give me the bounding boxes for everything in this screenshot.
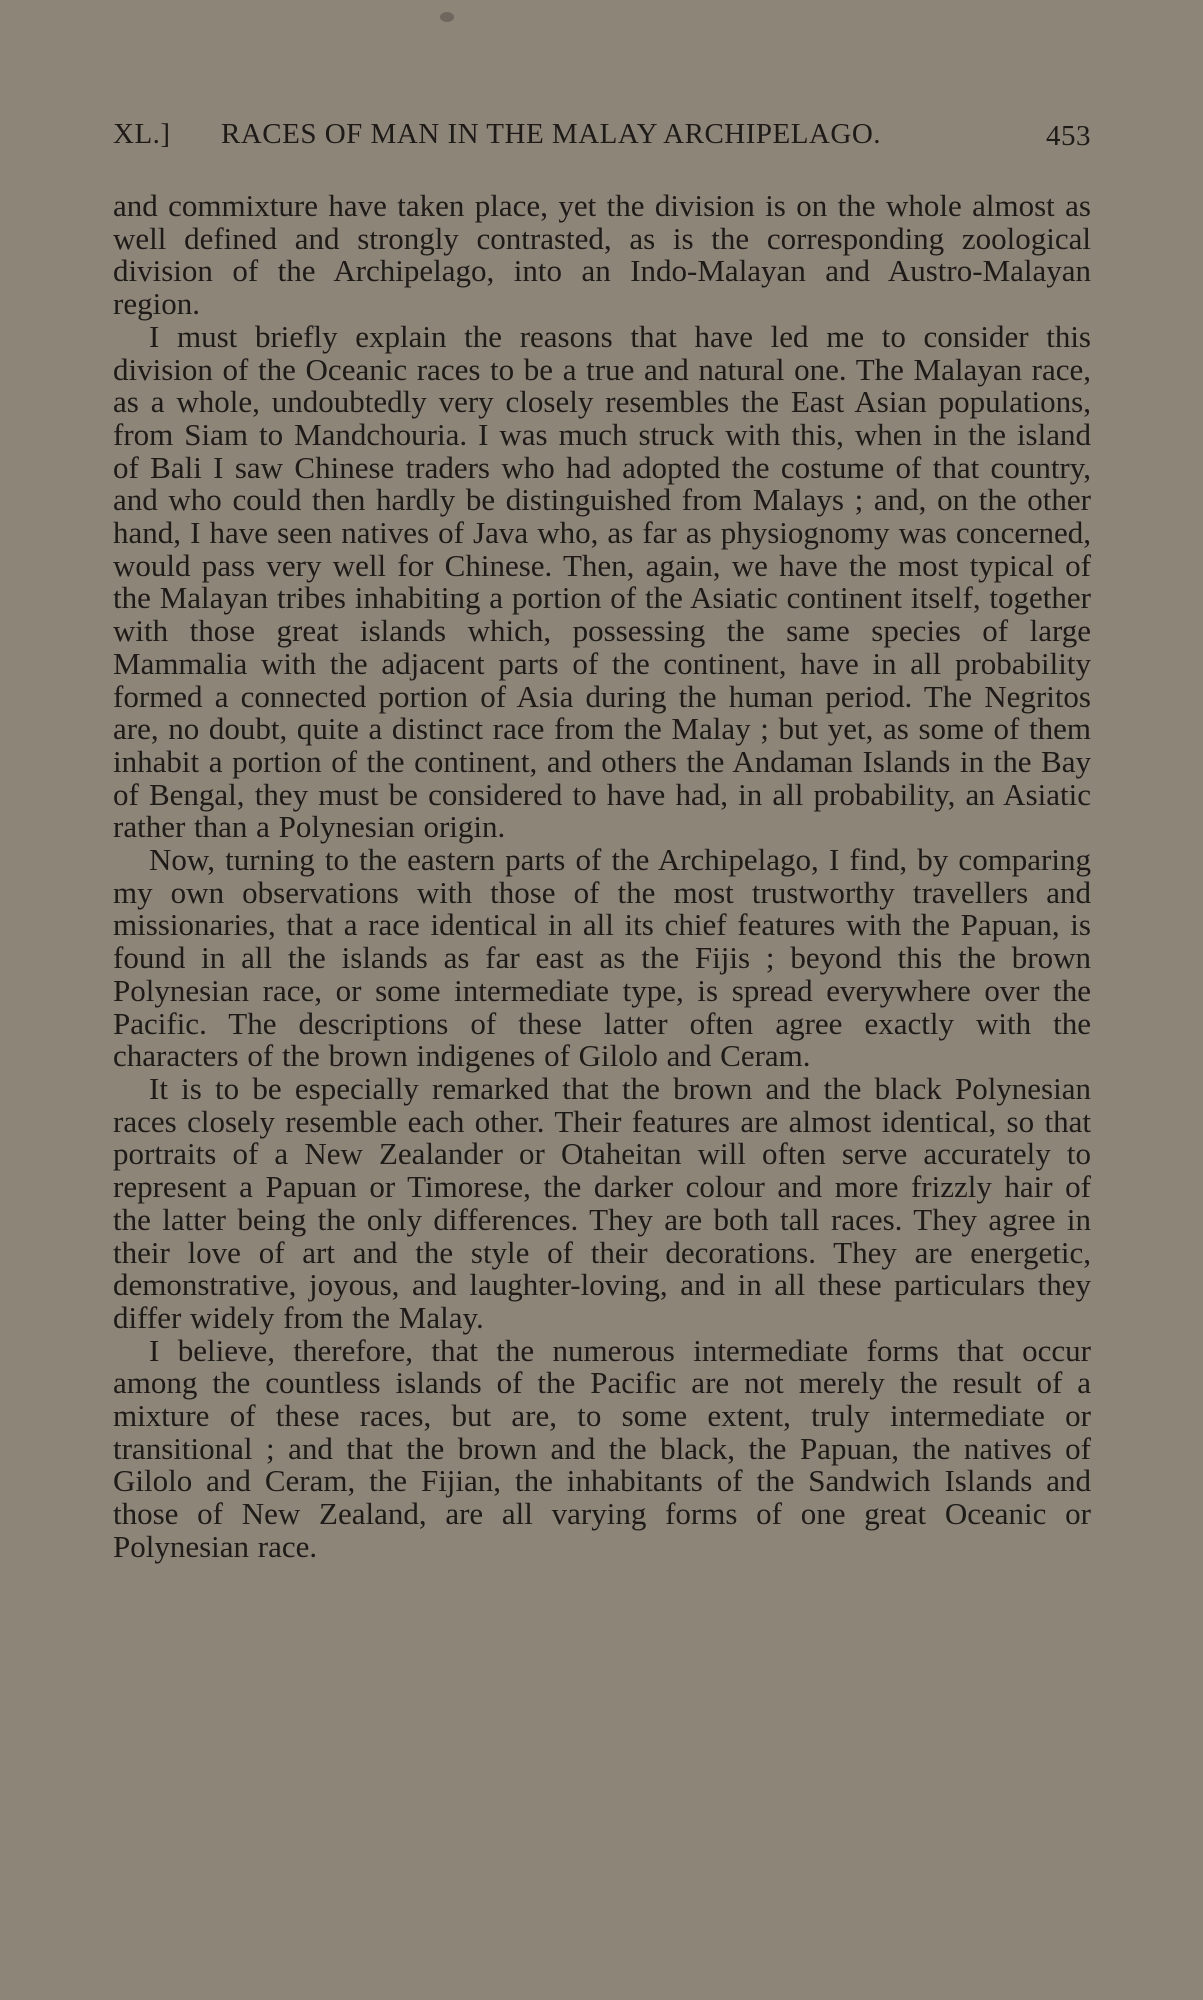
paragraph: Now, turning to the eastern parts of the Archipelago, I find, by comparing my own observations with those of the most trustworthy travellers and missionaries, that a race identical in all its chief features with the Papuan, is found in all the islands as far east as the Fijis ; beyond this the brown Polynesian race, or some intermediate type, is spread everywhere over the Pacific. The descriptions of these latter often agree exactly with the characters of the brown indigenes of Gilolo and Ceram. [113,842,1091,1074]
running-head [113,118,1091,158]
paper-speck [440,12,454,22]
page-number: 453 [1046,120,1091,152]
paragraph: It is to be especially remarked that the brown and the black Polynesian races closely resemble each other. Their features are almost identical, so that portraits of a New Zealander or Otaheitan will often serve accurately to represent a Papuan or Timorese, the darker colour and more frizzly hair of the latter being the only differences. They are both tall races. They agree in their love of art and the style of their decorations. They are energetic, demonstrative, joyous, and laughter-loving, and in all these particulars they differ widely from the Malay. [113,1070,1091,1335]
body-text [113,190,1091,1564]
running-title: RACES OF MAN IN THE MALAY ARCHIPELAGO. [221,118,882,150]
paragraph: I believe, therefore, that the numerous intermediate forms that occur among the countless islands of the Pacific are not merely the result of a mixture of these races, but are, to some extent, truly intermediate or transitional ; and that the brown and the black, the Papuan, the natives of Gilolo and Ceram, the Fijian, the inhabitants of the Sandwich Islands and those of New Zealand, are all varying forms of one great Oceanic or Polynesian race. [113,1332,1091,1564]
chapter-label: XL.] [113,118,171,150]
paragraph: I must briefly explain the reasons that have led me to consider this division of the Oceanic races to be a true and natural one. The Malayan race, as a whole, undoubtedly very closely resembles the East Asian populations, from Siam to Mandchouria. I was much struck with this, when in the island of Bali I saw Chinese traders who had adopted the costume of that country, and who could then hardly be distinguished from Malays ; and, on the other hand, I have seen natives of Java who, as far as physiognomy was concerned, would pass very well for Chinese. Then, again, we have the most typical of the Malayan tribes inhabiting a portion of the Asiatic continent itself, together with those great islands which, possessing the same species of large Mammalia with the adjacent parts of the continent, have in all probability formed a connected portion of Asia during the human period. The Negritos are, no doubt, quite a distinct race from the Malay ; but yet, as some of them inhabit a portion of the continent, and others the Andaman Islands in the Bay of Bengal, they must be considered to have had, in all probability, an Asiatic rather than a Polynesian origin. [113,318,1091,845]
paragraph-continued: and commixture have taken place, yet the division is on the whole almost as well defined and strongly contrasted, as is the corresponding zoological division of the Archipelago, into an Indo-Malayan and Austro-Malayan region. [113,188,1091,322]
